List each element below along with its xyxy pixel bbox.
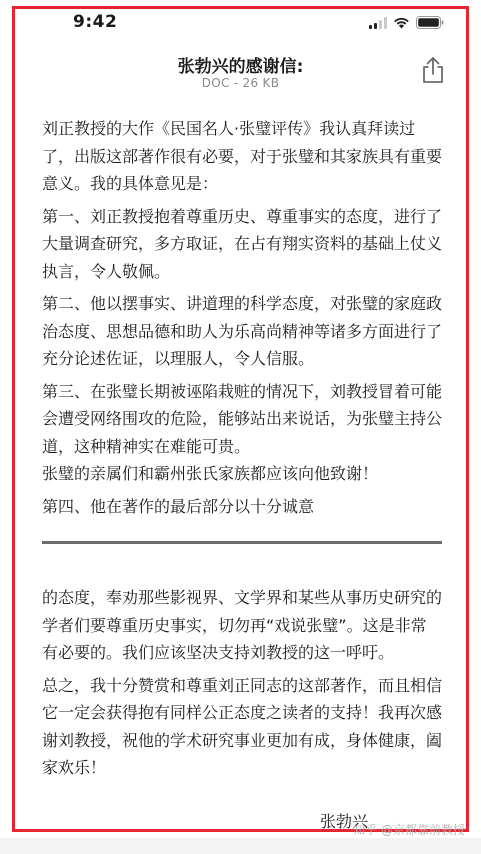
document-header [15, 47, 466, 97]
status-bar [15, 9, 466, 39]
paragraph-intro: 刘正教授的大作《民国名人·张璧评传》我认真拜读过了，出版这部著作很有必要，对于张璧和其家族具有重要意义。我的具体意见是： [42, 119, 443, 193]
share-button[interactable] [420, 55, 446, 85]
bottom-strip [0, 838, 481, 854]
wifi-icon [393, 17, 410, 29]
paragraph-conclusion: 总之，我十分赞赏和尊重刘正同志的这部著作，而且相信它一定会获得抱有同样公正态度之读者的支持！我再次感谢刘教授，祝他的学术研究事业更加有成，身体健康，阖家欢乐！ [42, 675, 443, 777]
document-title: 张勃兴的感谢信: [177, 57, 304, 77]
cellular-signal-icon [369, 17, 387, 29]
watermark: 知乎 @京都靠前教授 [353, 823, 465, 837]
battery-icon [416, 16, 444, 29]
document-page-2 [42, 584, 442, 787]
paragraph-point-4-start: 第四、他在著作的最后部分以十分诚意 [42, 496, 315, 516]
status-icons [369, 16, 444, 29]
screenshot-frame [12, 6, 469, 832]
paragraph-point-3: 第三、在张璧长期被诬陷栽赃的情况下，刘教授冒着可能会遭受网络围攻的危险，能够站出来说话，为张璧主持公道，这种精神实在难能可贵。 [42, 381, 443, 456]
paragraph-point-4-cont: 的态度，奉劝那些影视界、文学界和某些从事历史研究的学者们要尊重历史事实，切勿再“戏说张璧”。这是非常有必要的。我们应该坚决支持刘教授的这一呼吁。 [42, 588, 443, 662]
paragraph-point-2: 第二、他以摆事实、讲道理的科学态度，对张璧的家庭政治态度、思想品德和助人为乐高尚精神等诸多方面进行了充分论述佐证，以理服人，令人信服。 [42, 294, 443, 368]
page-divider [42, 541, 442, 544]
document-page-1 [42, 115, 442, 525]
share-icon [420, 55, 446, 85]
status-time: 9:42 [73, 12, 118, 32]
paragraph-thanks-line: 张璧的亲属们和霸州张氏家族都应该向他致谢！ [42, 464, 379, 483]
document-meta: DOC - 26 KB [201, 76, 280, 90]
paragraph-point-1: 第一、刘正教授抱着尊重历史、尊重事实的态度，进行了大量调查研究，多方取证，在占有翔实资料的基础上仗义执言，令人敬佩。 [42, 206, 443, 281]
signature: 张勃兴 [320, 812, 369, 831]
